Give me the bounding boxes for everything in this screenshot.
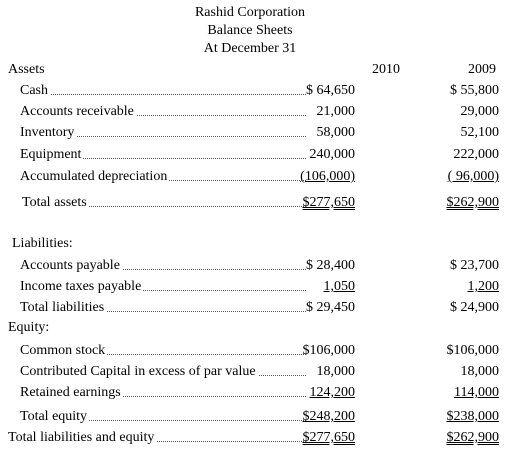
equity-heading-row (0, 318, 508, 338)
column-2009: 2009 (468, 62, 496, 77)
value-2010: 18,000 (316, 364, 355, 379)
value-2010: 21,000 (316, 104, 355, 119)
row-label: Accumulated depreciation (20, 167, 169, 187)
total-liabilities-row (0, 298, 508, 318)
value-2009: 1,200 (467, 279, 499, 294)
value-2010: 240,000 (309, 147, 355, 162)
value-2009: $106,000 (446, 343, 499, 358)
table-row (0, 123, 508, 143)
table-row (0, 145, 508, 165)
row-label: Total liabilities and equity (8, 428, 156, 448)
assets-heading-row (0, 60, 508, 80)
value-2010: $277,650 (302, 430, 355, 445)
value-2009: 222,000 (453, 147, 499, 162)
value-2010: (106,000) (300, 169, 355, 184)
row-label: Income taxes payable (20, 277, 143, 297)
row-label: Total liabilities (20, 298, 106, 318)
equity-heading: Equity: (8, 318, 51, 338)
row-label: Retained earnings (20, 383, 123, 403)
row-label: Total equity (20, 407, 89, 427)
row-label: Cash (20, 81, 50, 101)
value-2010: $248,200 (302, 409, 355, 424)
value-2009: 114,000 (454, 385, 499, 400)
assets-heading: Assets (8, 60, 47, 80)
row-label: Inventory (20, 123, 76, 143)
table-row (0, 256, 508, 276)
value-2009: 18,000 (460, 364, 499, 379)
table-row (0, 102, 508, 122)
table-row (0, 362, 508, 382)
value-2009: 29,000 (460, 104, 499, 119)
statement-date: At December 31 (203, 41, 297, 56)
row-label: Equipment (20, 145, 83, 165)
row-label: Accounts receivable (20, 102, 136, 122)
row-label: Common stock (20, 341, 107, 361)
value-2010: $277,650 (302, 195, 355, 210)
value-2009: 52,100 (460, 125, 499, 140)
liabilities-heading-row (0, 234, 508, 254)
row-label: Contributed Capital in excess of par value (20, 362, 258, 382)
value-2010: 1,050 (323, 279, 355, 294)
table-row (0, 167, 508, 187)
value-2010: $ 64,650 (306, 83, 355, 98)
table-row (0, 383, 508, 403)
company-name: Rashid Corporation (194, 5, 306, 20)
value-2010: $ 28,400 (306, 258, 355, 273)
value-2009: ( 96,000) (447, 169, 499, 184)
value-2009: $ 24,900 (450, 300, 499, 315)
total-equity-row (0, 407, 508, 427)
row-label: Accounts payable (20, 256, 122, 276)
leader-dots (24, 94, 306, 95)
value-2009: $238,000 (446, 409, 499, 424)
value-2009: $262,900 (446, 195, 499, 210)
total-liabilities-equity-row (0, 428, 508, 448)
value-2009: $ 55,800 (450, 83, 499, 98)
value-2009: $ 23,700 (450, 258, 499, 273)
table-row (0, 277, 508, 297)
row-label: Total assets (22, 193, 89, 213)
table-row (0, 81, 508, 101)
value-2010: 58,000 (316, 125, 355, 140)
value-2009: $262,900 (446, 430, 499, 445)
statement-title: Balance Sheets (207, 23, 293, 38)
liabilities-heading: Liabilities: (12, 234, 75, 254)
value-2010: $ 29,450 (306, 300, 355, 315)
value-2010: $106,000 (302, 343, 355, 358)
table-row (0, 341, 508, 361)
column-2010: 2010 (372, 62, 400, 77)
total-assets-row (0, 193, 508, 213)
value-2010: 124,200 (309, 385, 355, 400)
